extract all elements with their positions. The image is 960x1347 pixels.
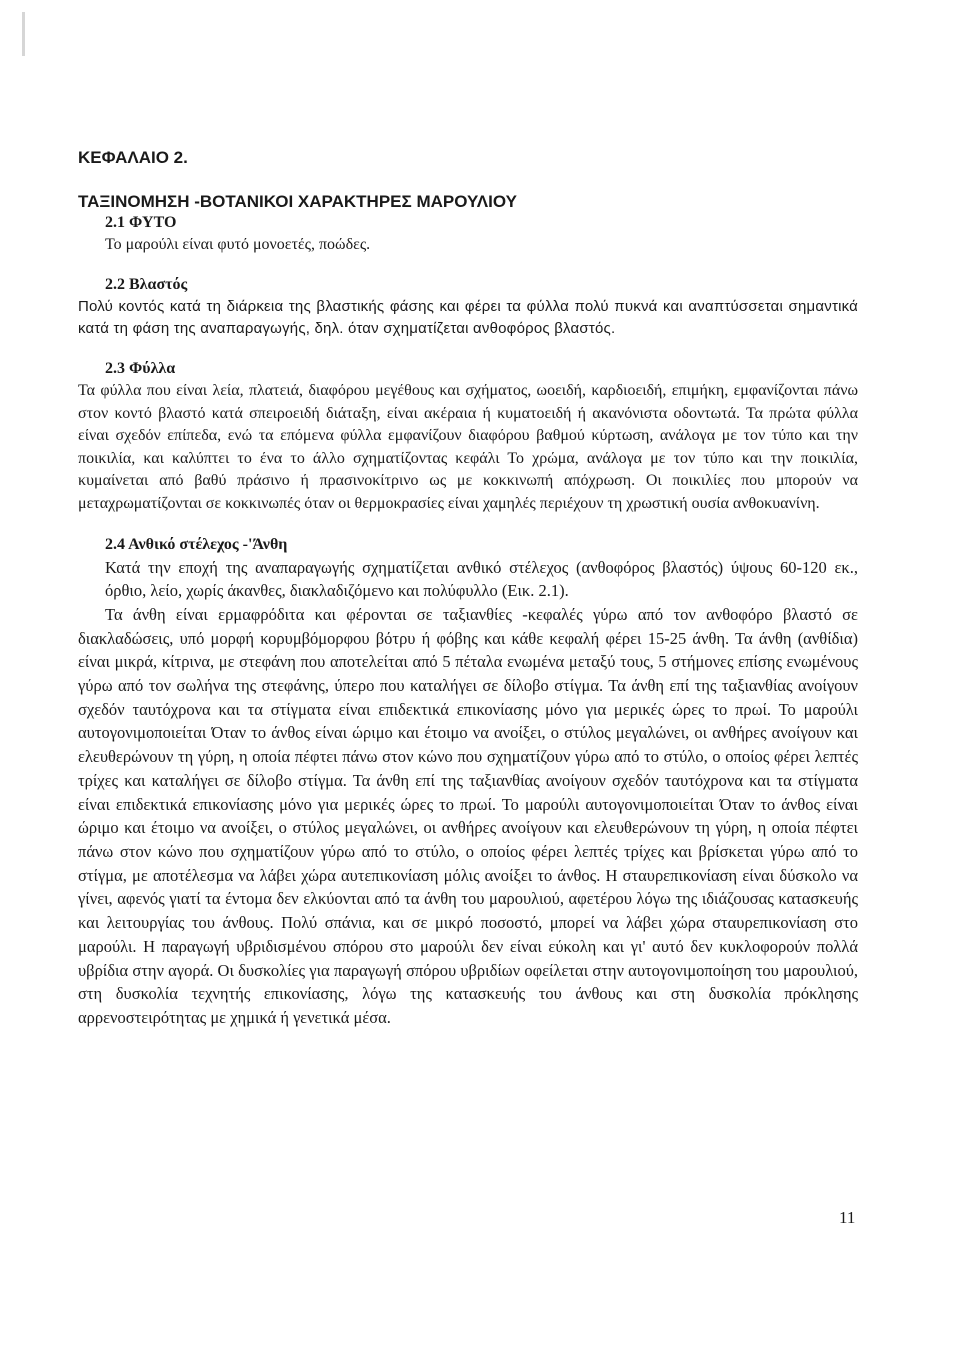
page-number: 11 <box>839 1208 856 1227</box>
section-2-1 <box>78 212 858 256</box>
paragraph: Κατά την εποχή της αναπαραγωγής σχηματίζεται ανθικό στέλεχος (ανθοφόρος βλαστός) ύψους 60-120 εκ., όρθιο, λείο, χωρίς άκανθες, διακλαδιζόμενο και πολύφυλλο (Εικ. 2.1). <box>105 557 858 601</box>
section-heading: 2.4 Ανθικό στέλεχος -'Άνθη <box>105 535 288 553</box>
paragraph: Τα φύλλα που είναι λεία, πλατειά, διαφόρου μεγέθους και σχήματος, ωοειδή, καρδιοειδή, επιμήκη, εμφανίζονται πάνω στον κοντό βλαστό κατά σπειροειδή διάταξη, είναι ακέραια ή κυματοειδή ή ακανόνιστα οδοντωτά. Τα πρώτα φύλλα είναι σχεδόν επίπεδα, ενώ τα επόμενα φύλλα εμφανίζουν διαφόρου βαθμού κύρτωση, ανάλογα με τον τύπο και την ποικιλία, και καλύπτει το ένα το άλλο σχηματίζοντας κεφάλι Το χρώμα, ανάλογα με τον τύπο και την ποικιλία, κυμαίνεται από βαθύ πράσινο ή πρασινοκίτρινο ως με κοκκινωπή απόχρωση. Οι ποικιλίες που μπορούν να μεταχρωματίζονται σε κοκκινωπές όταν οι θερμοκρασίες είναι χαμηλές περιέχουν τη χρωστική ουσία ανθοκυανίνη. <box>78 382 858 512</box>
scan-mark <box>22 12 25 56</box>
page-content <box>78 148 858 1030</box>
section-2-3 <box>78 358 858 516</box>
section-2-4 <box>78 534 858 1030</box>
paragraph: Τα άνθη είναι ερμαφρόδιτα και φέρονται σε ταξιανθίες -κεφαλές γύρω από τον ανθοφόρο βλαστό σε διακλαδώσεις, υπό μορφή κορυμβόμορφου βότρυ ή φόβης και κάθε κεφαλή φέρει 15-25 άνθη. Τα άνθη (ανθίδια) είναι μικρά, κίτρινα, με στεφάνη που αποτελείται από 5 πέταλα ενωμένα μεταξύ τους, 5 στήμονες επίσης ενωμένους γύρω από τον σωλήνα της στεφάνης, ύπερο που καταλήγει σε δίλοβο στίγμα. Τα άνθη επί της ταξιανθίας ανοίγουν σχεδόν ταυτόχρονα και τα στίγματα είναι επιδεκτικά επικονίασης μόνο για μερικές ώρες το πρωί. Το μαρούλι αυτογονιμοποιείται Όταν το άνθος είναι ώριμο και έτοιμο να ανοίξει, ο στύλος μεγαλώνει, οι ανθήρες ανοίγουν και ελευθερώνουν τη γύρη, η οποία πέφτει πάνω στον κώνο που σχηματίζουν γύρω από το στύλο, ο οποίος φέρει λεπτές τρίχες και καταλήγει σε δίλοβο στίγμα. Τα άνθη επί της ταξιανθίας ανοίγουν σχεδόν ταυτόχρονα και τα στίγματα είναι επιδεκτικά επικονίασης μόνο για μερικές ώρες το πρωί. Το μαρούλι αυτογονιμοποιείται Όταν το άνθος είναι ώριμο και έτοιμο να ανοίξει, ο στύλος μεγαλώνει, οι ανθήρες ανοίγουν και ελευθερώνουν τη γύρη, η οποία πέφτει πάνω στον κώνο που σχηματίζουν γύρω από το στύλο, ο οποίος φέρει λεπτές τρίχες και βρίσκεται γύρω από το στίγμα, με αποτέλεσμα να λάβει χώρα αυτεπικονίαση μόλις ανοίξει το άνθος. Η σταυρεπικονίαση είναι δύσκολο να γίνει, αφενός γιατί τα έντομα δεν ελκύονται από τα άνθη του μαρουλιού, αφετέρου λόγω της ιδιάζουσας κατασκευής και λειτουργίας του άνθους. Πολύ σπάνια, και σε μικρό ποσοστό, μπορεί να λάβει χώρα σταυρεπικονίαση στο μαρούλι. Η παραγωγή υβριδισμένου σπόρου στο μαρούλι δεν είναι εύκολη και γι' αυτό δεν κυκλοφορούν πολλά υβρίδια στην αγορά. Οι δυσκολίες για παραγωγή σπόρου υβριδίων οφείλεται στην αυτογονιμοποίηση του μαρουλιού, στη δυσκολία τεχνητής επικονίασης, λόγω της κατασκευής του άνθους και στη δυσκολία πρόκλησης αρρενοστειρότητας με χημικά ή γενετικά μέσα. <box>78 604 858 1027</box>
paragraph: Το μαρούλι είναι φυτό μονοετές, ποώδες. <box>105 236 371 253</box>
section-heading: 2.1 ΦΥΤΟ <box>105 214 177 231</box>
paragraph: Πολύ κοντός κατά τη διάρκεια της βλαστικής φάσης και φέρει τα φύλλα πολύ πυκνά και αναπτύσσεται σημαντικά κατά τη φάση της αναπαραγωγής, δηλ. όταν σχηματίζεται ανθοφόρος βλαστός. <box>78 298 858 337</box>
section-heading: 2.2 Βλαστός <box>105 276 188 293</box>
chapter-heading: ΚΕΦΑΛΑΙΟ 2. <box>78 148 188 167</box>
chapter-title: ΤΑΞΙΝΟΜΗΣΗ -ΒΟΤΑΝΙΚΟΙ ΧΑΡΑΚΤΗΡΕΣ ΜΑΡΟΥΛΙΟΥ <box>78 192 517 211</box>
section-heading: 2.3 Φύλλα <box>105 360 176 377</box>
section-2-2 <box>78 274 858 340</box>
